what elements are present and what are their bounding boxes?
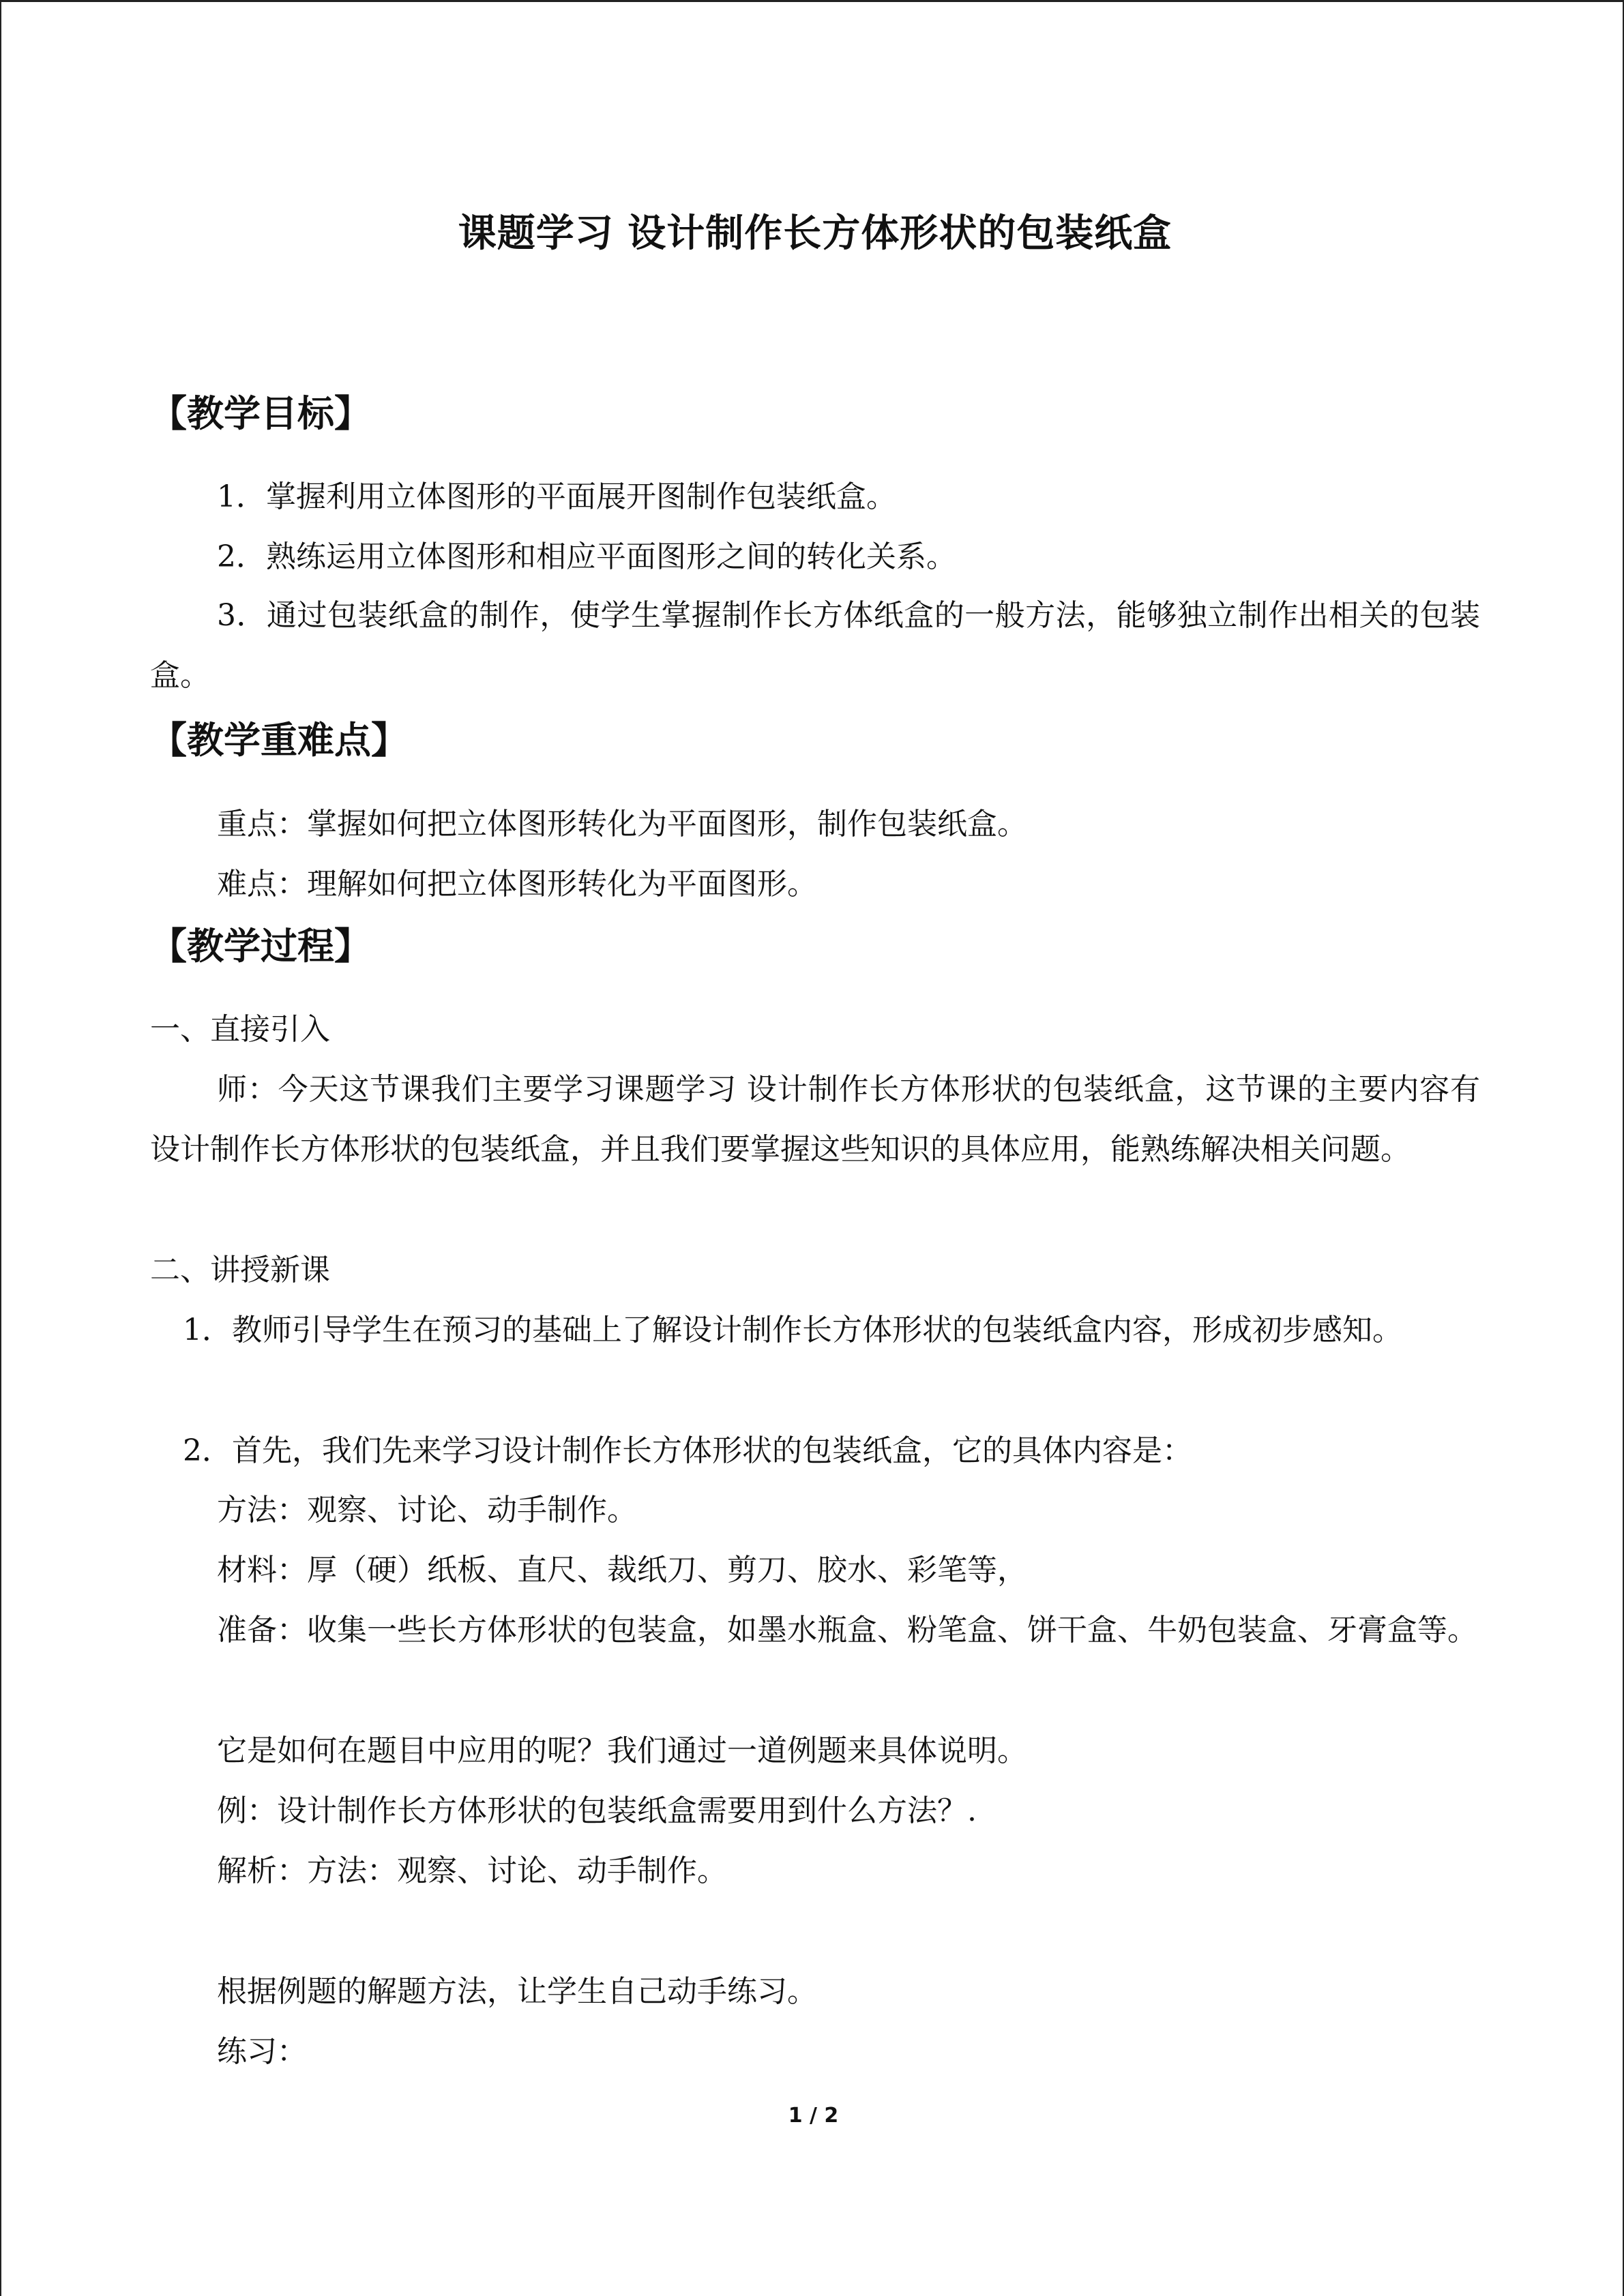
heading-key-points: 【教学重难点】	[150, 719, 408, 762]
difficult-point-item: 难点：理解如何把立体图形转化为平面图形。	[217, 867, 817, 901]
example-line: 例：设计制作长方体形状的包装纸盒需要用到什么方法？.	[217, 1793, 977, 1828]
objective-item-1: 1．掌握利用立体图形的平面展开图制作包装纸盒。	[217, 479, 896, 514]
preparation-line: 准备：收集一些长方体形状的包装盒，如墨水瓶盒、粉笔盒、饼干盒、牛奶包装盒、牙膏盒等。	[217, 1613, 1477, 1648]
step-2: 2．首先，我们先来学习设计制作长方体形状的包装纸盒，它的具体内容是：	[183, 1433, 1192, 1468]
step-1: 1．教师引导学生在预习的基础上了解设计制作长方体形状的包装纸盒内容，形成初步感知。	[183, 1313, 1402, 1347]
heading-objectives: 【教学目标】	[150, 392, 371, 435]
part1-text: 师：今天这节课我们主要学习课题学习 设计制作长方体形状的包装纸盒，这节课的主要内容有设计制作长方体形状的包装纸盒，并且我们要掌握这些知识的具体应用，能熟练解决相关问题。	[150, 1072, 1480, 1167]
method-line: 方法：观察、讨论、动手制作。	[217, 1493, 637, 1527]
practice-label: 练习：	[217, 2034, 307, 2069]
objective-item-2: 2．熟练运用立体图形和相应平面图形之间的转化关系。	[217, 539, 956, 574]
question-line: 它是如何在题目中应用的呢？我们通过一道例题来具体说明。	[217, 1733, 1027, 1768]
part1-title: 一、直接引入	[150, 1012, 330, 1047]
analysis-line: 解析：方法：观察、讨论、动手制作。	[217, 1853, 727, 1888]
practice-intro: 根据例题的解题方法，让学生自己动手练习。	[217, 1974, 817, 2009]
part2-title: 二、讲授新课	[150, 1253, 330, 1287]
document-title: 课题学习 设计制作长方体形状的包装纸盒	[458, 211, 1172, 256]
objective-item-3: 3．通过包装纸盒的制作，使学生掌握制作长方体纸盒的一般方法，能够独立制作出相关的包装盒。	[150, 598, 1480, 693]
key-point-item: 重点：掌握如何把立体图形转化为平面图形，制作包装纸盒。	[217, 807, 1027, 841]
materials-line: 材料：厚（硬）纸板、直尺、裁纸刀、剪刀、胶水、彩笔等，	[217, 1553, 1027, 1587]
heading-process: 【教学过程】	[150, 925, 371, 968]
page-number: 1 / 2	[788, 2104, 839, 2128]
